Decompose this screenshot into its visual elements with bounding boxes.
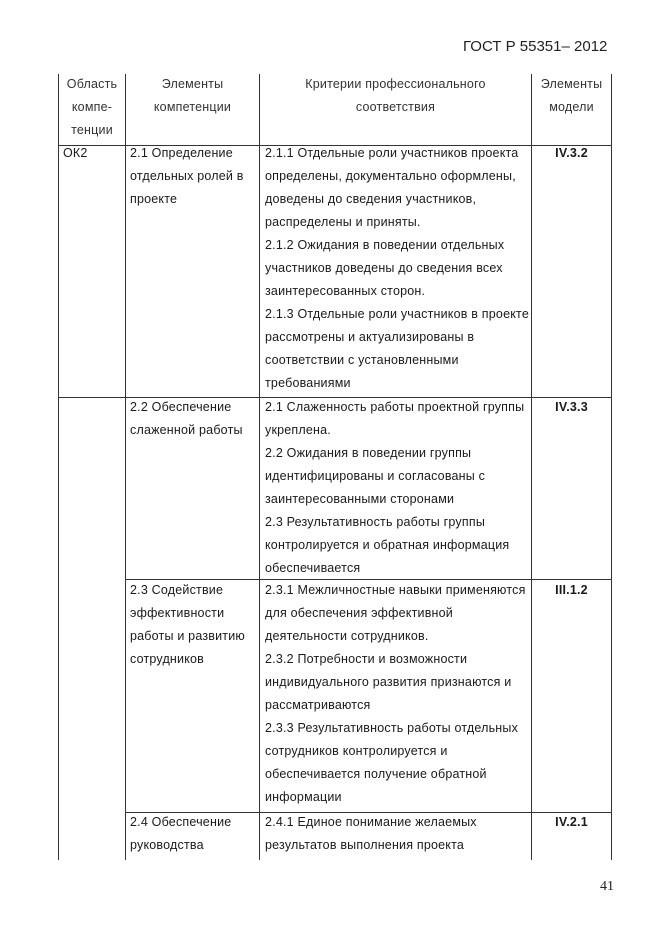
criterion: 2.1.3 Отдельные роли участников в проекте рассмотрены и актуализированы в соответствии с установленными требованиями bbox=[265, 307, 529, 390]
row-3-model: III.1.2 bbox=[555, 583, 588, 597]
criterion: 2.4.1 Единое понимание желаемых результатов выполнения проекта bbox=[265, 815, 477, 852]
header-criteria: Критерии профессионального соответствия bbox=[305, 77, 486, 114]
document-code: ГОСТ Р 55351– 2012 bbox=[463, 38, 608, 55]
page-number: 41 bbox=[600, 879, 614, 894]
criterion: 2.3.3 Результативность работы отдельных сотрудников контролируется и обеспечивается получение обратной информации bbox=[265, 721, 519, 804]
criterion: 2.1.2 Ожидания в поведении отдельных участников доведены до сведения всех заинтересованных сторон. bbox=[265, 238, 505, 298]
criterion: 2.1 Слаженность работы проектной группы укреплена. bbox=[265, 400, 525, 437]
criterion: 2.3 Результативность работы группы контролируется и обратная информация обеспечивается bbox=[265, 515, 510, 575]
table-border-right bbox=[611, 74, 612, 860]
row-4-criteria bbox=[265, 811, 529, 857]
header-area: Область компе- тенции bbox=[66, 77, 118, 137]
criterion: 2.3.1 Межличностные навыки применяются для обеспечения эффективной деятельности сотрудников. bbox=[265, 583, 526, 643]
table-divider-1 bbox=[125, 74, 126, 860]
table-divider-2 bbox=[259, 74, 260, 860]
row-2-element: 2.2 Обеспечение слаженной работы bbox=[130, 400, 243, 437]
row-1-element: 2.1 Определение отдельных ролей в проекте bbox=[130, 146, 244, 206]
header-elements: Элементы компетенции bbox=[153, 77, 232, 114]
row-1-area: ОК2 bbox=[63, 146, 88, 160]
row-3-element: 2.3 Содействие эффективности работы и развитию сотрудников bbox=[130, 583, 245, 666]
row-1-criteria bbox=[265, 142, 529, 395]
criterion: 2.1.1 Отдельные роли участников проекта определены, документально оформлены, доведены до сведения участников, распределены и приняты. bbox=[265, 146, 519, 229]
criterion: 2.2 Ожидания в поведении группы идентифицированы и согласованы с заинтересованными сторонами bbox=[265, 446, 486, 506]
row-2-model: IV.3.3 bbox=[555, 400, 588, 414]
table-divider-3 bbox=[531, 74, 532, 860]
row-2-criteria bbox=[265, 396, 529, 580]
row-4-element: 2.4 Обеспечение руководства bbox=[130, 815, 232, 852]
row-4-model: IV.2.1 bbox=[555, 815, 588, 829]
table-border-left bbox=[58, 74, 59, 860]
header-model: Элементы модели bbox=[540, 77, 603, 114]
criterion: 2.3.2 Потребности и возможности индивидуального развития признаются и рассматриваются bbox=[265, 652, 512, 712]
row-3-criteria bbox=[265, 579, 529, 809]
row-1-model: IV.3.2 bbox=[555, 146, 588, 160]
